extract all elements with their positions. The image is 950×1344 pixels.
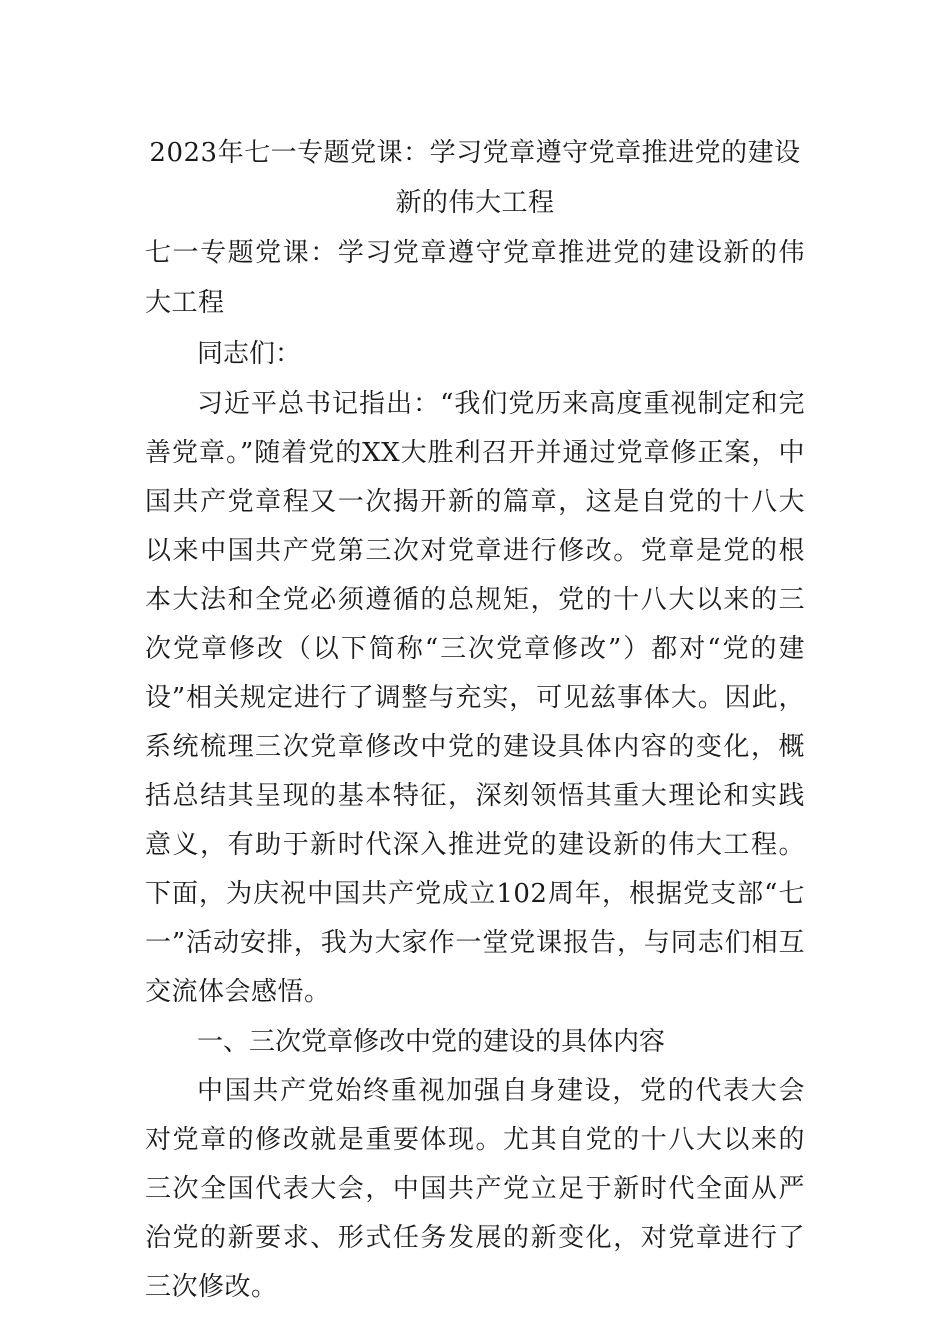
intro-paragraph: 习近平总书记指出：“我们党历来高度重视制定和完善党章。”随着党的XX大胜利召开并通过党章修正案，中国共产党章程又一次揭开新的篇章，这是自党的十八大以来中国共产党第三次对党章进行修改。党章是党的根本大法和全党必须遵循的总规矩，党的十八大以来的三次党章修改（以下简称“三次党章修改”）都对“党的建设”相关规定进行了调整与充实，可见兹事体大。因此，系统梳理三次党章修改中党的建设具体内容的变化，概括总结其呈现的基本特征，深刻领悟其重大理论和实践意义，有助于新时代深入推进党的建设新的伟大工程。下面，为庆祝中国共产党成立102周年，根据党支部“七一”活动安排，我为大家作一堂党课报告，与同志们相互交流体会感悟。 [145,389,805,1007]
section-heading: 一、三次党章修改中党的建设的具体内容 [197,1027,666,1057]
document-title: 2023年七一专题党课：学习党章遵守党章推进党的建设新的伟大工程 [149,138,801,218]
salutation: 同志们： [197,339,302,369]
document-body [145,128,805,1312]
section-paragraph: 中国共产党始终重视加强自身建设，党的代表大会对党章的修改就是重要体现。尤其自党的十八大以来的三次全国代表大会，中国共产党立足于新时代全面从严治党的新要求、形式任务发展的新变化，对党章进行了三次修改。 [145,1076,805,1302]
document-subtitle: 七一专题党课：学习党章遵守党章推进党的建设新的伟大工程 [145,238,805,318]
